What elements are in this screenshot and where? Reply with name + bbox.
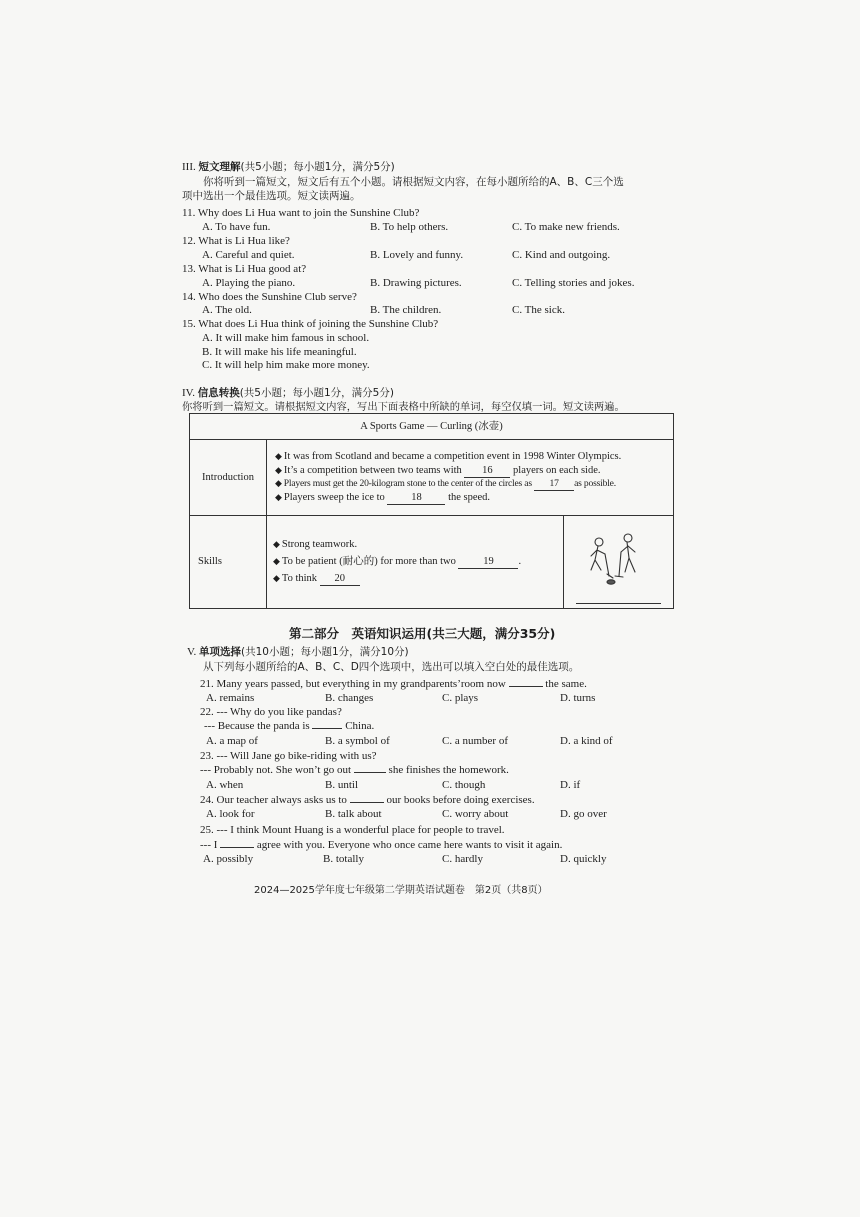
question-response — [204, 720, 374, 734]
answer-blank[interactable] — [350, 802, 384, 803]
option-b: B. talk about — [325, 808, 382, 820]
line-text-after: as possible. — [574, 477, 616, 489]
option-a: A. Playing the piano. — [202, 277, 296, 289]
option-d: D. quickly — [560, 853, 607, 865]
intro-line — [275, 491, 673, 505]
option-b: B. The children. — [370, 304, 442, 316]
section5-name: 单项选择 — [199, 646, 242, 658]
line-text: To be patient (耐心的) for more than two — [281, 555, 456, 567]
skills-line — [273, 555, 563, 569]
option-d: D. turns — [560, 692, 596, 704]
option-c: C. Telling stories and jokes. — [512, 277, 635, 289]
diamond-bullet-icon: ◆ — [275, 451, 282, 462]
option-d: D. if — [560, 779, 581, 791]
option-c: C. hardly — [442, 853, 483, 865]
question-stem: 22. --- Why do you like pandas? — [200, 706, 342, 718]
line-text: It’s a competition between two teams with — [283, 464, 462, 476]
section5-number: V. — [187, 646, 197, 658]
section4-number: IV. — [182, 387, 195, 399]
option-b: B. changes — [325, 692, 374, 704]
option-d: D. go over — [560, 808, 607, 820]
question-response — [200, 764, 509, 778]
intro-cell — [267, 440, 674, 516]
answer-blank-18[interactable]: 18 — [387, 492, 445, 505]
section3-instruction-1: 你将听到一篇短文，短文后有五个小题。请根据短文内容，在每小题所给的A、B、C三个选 — [203, 176, 624, 188]
section3-number: III. — [182, 161, 196, 173]
diamond-bullet-icon: ◆ — [273, 555, 280, 566]
answer-blank-19[interactable]: 19 — [458, 556, 518, 569]
stem-text-after: China. — [345, 720, 375, 732]
line-text: To think — [281, 572, 318, 584]
answer-blank-17[interactable]: 17 — [534, 478, 574, 491]
option-b: B. To help others. — [370, 221, 449, 233]
line-text: It was from Scotland and became a competition event in 1998 Winter Olympics. — [283, 451, 622, 463]
stem-text: 24. Our teacher always asks us to — [200, 794, 347, 806]
section3-instruction-2: 项中选出一个最佳选项。短文读两遍。 — [182, 190, 361, 202]
question-stem: 15. What does Li Hua think of joining the Sunshine Club? — [182, 318, 439, 330]
intro-line — [275, 464, 673, 478]
option-a: A. possibly — [203, 853, 254, 865]
option-a: A. when — [206, 779, 244, 791]
section4-name: 信息转换 — [197, 387, 240, 399]
option-a: A. Careful and quiet. — [202, 249, 295, 261]
section3-title — [182, 161, 395, 175]
option-b: B. It will make his life meaningful. — [202, 346, 357, 358]
option-c: C. To make new friends. — [512, 221, 620, 233]
line-text-after: the speed. — [448, 491, 491, 503]
stem-text: 21. Many years passed, but everything in my grandparents’room now — [200, 678, 506, 690]
option-b: B. Drawing pictures. — [370, 277, 462, 289]
answer-blank[interactable] — [220, 847, 254, 848]
question-stem: 12. What is Li Hua like? — [182, 235, 290, 247]
section3-rule: (共5小题；每小题1分，满分5分) — [240, 161, 395, 173]
stem-text: --- Probably not. She won’t go out — [200, 764, 352, 776]
line-text: Players must get the 20-kilogram stone to the center of the circles as — [283, 477, 532, 489]
option-d: D. a kind of — [560, 735, 613, 747]
answer-blank-16[interactable]: 16 — [464, 465, 510, 478]
question-stem: 13. What is Li Hua good at? — [182, 263, 307, 275]
section3-name: 短文理解 — [198, 161, 241, 173]
skills-line — [273, 572, 563, 586]
stem-text: --- Because the panda is — [204, 720, 310, 732]
stem-text-after: she finishes the homework. — [388, 764, 509, 776]
section5-rule: (共10小题；每小题1分，满分10分) — [241, 646, 409, 658]
answer-blank[interactable] — [509, 686, 543, 687]
option-b: B. totally — [323, 853, 364, 865]
question-response — [200, 839, 562, 853]
option-a: A. remains — [206, 692, 255, 704]
option-b: B. until — [325, 779, 359, 791]
option-a: A. The old. — [202, 304, 252, 316]
part2-title: 第二部分 英语知识运用(共三大题，满分35分) — [289, 626, 556, 641]
question-stem — [200, 678, 587, 692]
section5-instruction: 从下列每小题所给的A、B、C、D四个选项中，选出可以填入空白处的最佳选项。 — [203, 661, 580, 673]
option-a: A. look for — [206, 808, 255, 820]
table-header: A Sports Game — Curling (冰壶) — [190, 414, 674, 440]
question-stem: 14. Who does the Sunshine Club serve? — [182, 291, 357, 303]
diamond-bullet-icon: ◆ — [275, 464, 282, 475]
answer-blank-20[interactable]: 20 — [320, 573, 360, 586]
skills-label: Skills — [190, 516, 267, 609]
stem-text-after: the same. — [545, 678, 587, 690]
stem-text-after: our books before doing exercises. — [386, 794, 535, 806]
curling-players-icon — [565, 524, 673, 604]
option-c: C. Kind and outgoing. — [512, 249, 611, 261]
question-stem — [200, 794, 535, 808]
section4-instruction: 你将听到一篇短文。请根据短文内容，写出下面表格中所缺的单词，每空仅填一词。短文读两遍。 — [182, 401, 625, 413]
answer-blank[interactable] — [354, 772, 386, 773]
line-text: Strong teamwork. — [281, 539, 358, 551]
section4-title — [182, 387, 394, 401]
option-c: C. worry about — [442, 808, 509, 820]
skills-line — [273, 538, 563, 551]
section4-rule: (共5小题；每小题1分，满分5分) — [239, 387, 394, 399]
option-c: C. It will help him make more money. — [202, 359, 370, 371]
line-text-after: players on each side. — [513, 464, 601, 476]
answer-blank[interactable] — [312, 728, 342, 729]
page-footer: 2024—2025学年度七年级第二学期英语试题卷 第2页（共8页） — [254, 885, 548, 896]
intro-line — [275, 478, 673, 491]
option-b: B. Lovely and funny. — [370, 249, 464, 261]
picture-caption-line — [576, 603, 661, 604]
line-text-after: . — [518, 555, 522, 567]
question-stem: 25. --- I think Mount Huang is a wonderful place for people to travel. — [200, 824, 505, 836]
option-c: C. The sick. — [512, 304, 565, 316]
info-table — [189, 413, 674, 609]
section5-title — [187, 646, 409, 660]
option-c: C. though — [442, 779, 486, 791]
intro-line — [275, 450, 673, 463]
curling-picture-cell — [564, 516, 674, 609]
intro-label: Introduction — [190, 440, 267, 516]
option-b: B. a symbol of — [325, 735, 390, 747]
line-text: Players sweep the ice to — [283, 491, 385, 503]
question-stem: 23. --- Will Jane go bike-riding with us? — [200, 750, 377, 762]
option-a: A. It will make him famous in school. — [202, 332, 370, 344]
diamond-bullet-icon: ◆ — [273, 539, 280, 550]
option-a: A. To have fun. — [202, 221, 271, 233]
stem-text: --- I — [200, 839, 218, 851]
diamond-bullet-icon: ◆ — [275, 491, 282, 502]
diamond-bullet-icon: ◆ — [275, 477, 282, 488]
skills-cell — [267, 516, 564, 609]
stem-text-after: agree with you. Everyone who once came here wants to visit it again. — [256, 839, 563, 851]
option-c: C. plays — [442, 692, 479, 704]
option-a: A. a map of — [206, 735, 258, 747]
question-stem: 11. Why does Li Hua want to join the Sunshine Club? — [182, 207, 420, 219]
diamond-bullet-icon: ◆ — [273, 572, 280, 583]
option-c: C. a number of — [442, 735, 508, 747]
